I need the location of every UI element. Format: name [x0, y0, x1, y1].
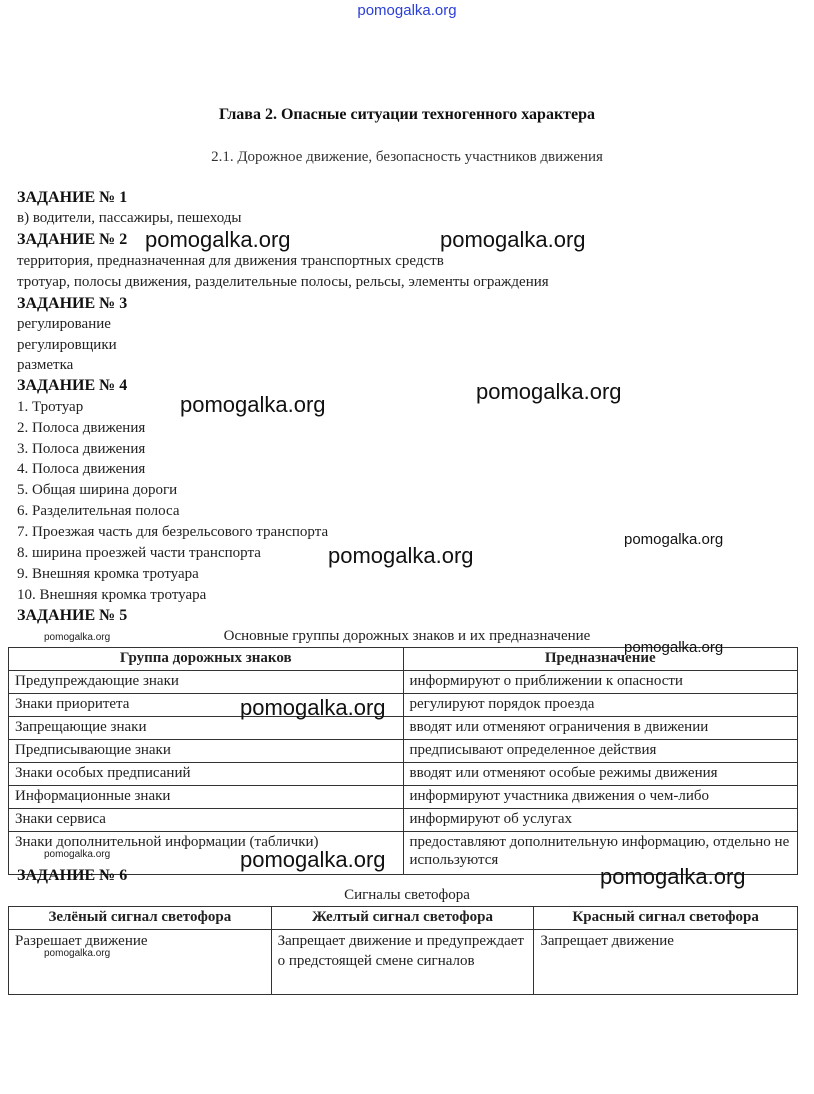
table-row: [9, 740, 798, 763]
table-cell: Знаки особых предписаний: [9, 763, 404, 786]
table-cell: Разрешает движение: [9, 930, 272, 995]
task-3-line: разметка: [17, 357, 74, 373]
table-cell: вводят или отменяют особые режимы движения: [403, 763, 798, 786]
table-cell: регулируют порядок проезда: [403, 694, 798, 717]
table-cell: Запрещающие знаки: [9, 717, 404, 740]
top-watermark[interactable]: pomogalka.org: [357, 2, 457, 19]
task-4-line: 6. Разделительная полоса: [17, 503, 180, 519]
task-4-line: 9. Внешняя кромка тротуара: [17, 566, 199, 582]
table-row: [9, 763, 798, 786]
watermark-text: pomogalka.org: [180, 392, 326, 417]
watermark-text: pomogalka.org: [328, 543, 474, 568]
watermark-text: pomogalka.org: [145, 227, 291, 252]
column-header: Желтый сигнал светофора: [271, 907, 534, 930]
task-4-line: 2. Полоса движения: [17, 420, 146, 436]
watermark-text: pomogalka.org: [240, 847, 386, 872]
watermark-text: pomogalka.org: [44, 849, 111, 860]
task-2-line: территория, предназначенная для движения транспортных средств: [17, 253, 444, 269]
traffic-lights-table: [8, 906, 798, 995]
column-header: Предназначение: [403, 648, 798, 671]
lights-table-caption: Сигналы светофора: [344, 887, 470, 903]
task-4-line: 3. Полоса движения: [17, 441, 146, 457]
column-header: Красный сигнал светофора: [534, 907, 798, 930]
table-cell: информируют об услугах: [403, 809, 798, 832]
table-row: [9, 671, 798, 694]
task-5-title: ЗАДАНИЕ № 5: [17, 607, 128, 624]
table-header-row: [9, 907, 798, 930]
task-3-line: регулировщики: [17, 337, 117, 353]
table-cell: предписывают определенное действия: [403, 740, 798, 763]
table-cell: Знаки дополнительной информации (таблички): [9, 832, 404, 875]
task-4-line: 7. Проезжая часть для безрельсового транспорта: [17, 524, 329, 540]
table-cell: Запрещает движение: [534, 930, 798, 995]
task-4-line: 8. ширина проезжей части транспорта: [17, 545, 261, 561]
watermark-text: pomogalka.org: [440, 227, 586, 252]
task-6-title: ЗАДАНИЕ № 6: [17, 867, 128, 884]
task-3-title: ЗАДАНИЕ № 3: [17, 295, 128, 312]
task-1-title: ЗАДАНИЕ № 1: [17, 189, 128, 206]
signs-table-caption: Основные группы дорожных знаков и их предназначение: [223, 628, 591, 644]
column-header: Зелёный сигнал светофора: [9, 907, 272, 930]
chapter-title: Глава 2. Опасные ситуации техногенного характера: [218, 106, 596, 123]
table-row: [9, 786, 798, 809]
watermark-text: pomogalka.org: [44, 948, 111, 959]
table-cell: Знаки сервиса: [9, 809, 404, 832]
table-cell: вводят или отменяют ограничения в движении: [403, 717, 798, 740]
table-cell: предоставляют дополнительную информацию, отдельно не используются: [403, 832, 798, 875]
table-cell: Предписывающие знаки: [9, 740, 404, 763]
task-4-line: 5. Общая ширина дороги: [17, 482, 178, 498]
table-row: [9, 694, 798, 717]
table-cell: информируют о приближении к опасности: [403, 671, 798, 694]
table-row: [9, 809, 798, 832]
watermark-text: pomogalka.org: [600, 864, 746, 889]
task-2-title: ЗАДАНИЕ № 2: [17, 231, 128, 248]
task-4-line: 10. Внешняя кромка тротуара: [17, 587, 207, 603]
task-4-line: 1. Тротуар: [17, 399, 84, 415]
table-cell: Предупреждающие знаки: [9, 671, 404, 694]
road-signs-table: [8, 647, 798, 875]
task-4-title: ЗАДАНИЕ № 4: [17, 377, 128, 394]
task-1-line: в) водители, пассажиры, пешеходы: [17, 210, 242, 226]
watermark-text: pomogalka.org: [44, 632, 111, 643]
task-3-line: регулирование: [17, 316, 111, 332]
watermark-text: pomogalka.org: [476, 379, 622, 404]
section-title: 2.1. Дорожное движение, безопасность участников движения: [211, 149, 603, 165]
watermark-text: pomogalka.org: [624, 639, 724, 656]
watermark-text: pomogalka.org: [624, 531, 724, 548]
table-row: [9, 930, 798, 995]
task-2-line: тротуар, полосы движения, разделительные полосы, рельсы, элементы ограждения: [17, 274, 549, 290]
table-cell: информируют участника движения о чем-либо: [403, 786, 798, 809]
task-4-line: 4. Полоса движения: [17, 461, 146, 477]
table-cell: Информационные знаки: [9, 786, 404, 809]
table-row: [9, 717, 798, 740]
column-header: Группа дорожных знаков: [9, 648, 404, 671]
table-cell: Знаки приоритета: [9, 694, 404, 717]
table-cell: Запрещает движение и предупреждает о предстоящей смене сигналов: [271, 930, 534, 995]
watermark-text: pomogalka.org: [240, 695, 386, 720]
